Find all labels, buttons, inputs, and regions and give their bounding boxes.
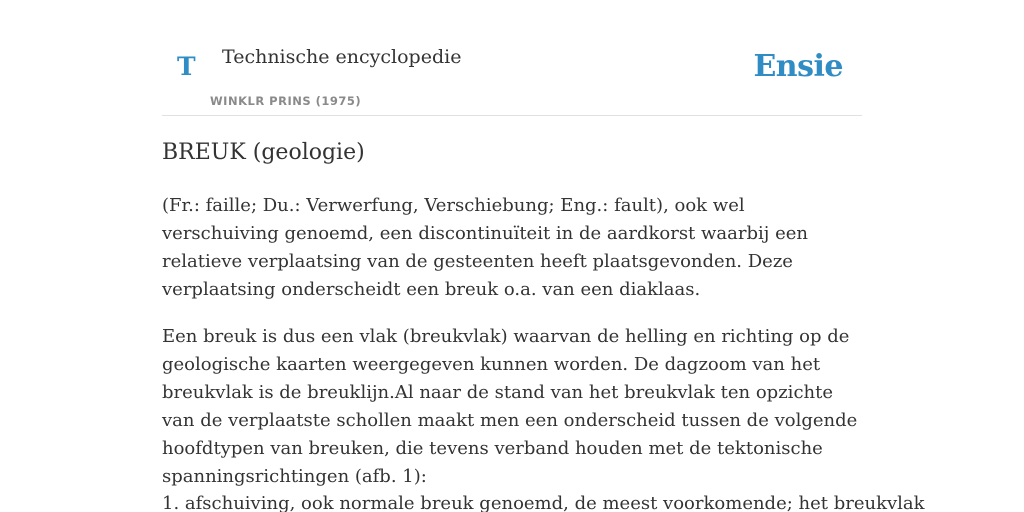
page-header — [162, 0, 862, 116]
entry-paragraph-1: (Fr.: faille; Du.: Verwerfung, Verschiebung; Eng.: fault), ook wel verschuiving genoemd, een discontinuïteit in de aardkorst waarbij een relatieve verplaatsing van de gesteenten heeft plaatsgevonden. Deze verplaatsing onderscheidt een breuk o.a. van een diaklaas. — [162, 195, 808, 300]
book-subtitle: WINKLR PRINS (1975) — [210, 94, 362, 108]
book-logo-icon[interactable]: T — [177, 52, 196, 81]
entry-title: BREUK (geologie) — [162, 140, 365, 165]
entry-paragraph-3: 1. afschuiving, ook normale breuk genoemd, de meest voorkomende; het breukvlak — [162, 493, 925, 512]
article-container — [162, 0, 925, 512]
ensie-logo-link[interactable]: Ensie — [753, 49, 843, 84]
entry-paragraph-2: Een breuk is dus een vlak (breukvlak) waarvan de helling en richting op de geologische kaarten weergegeven kunnen worden. De dagzoom van het breukvlak is de breuklijn.Al naar de stand van het breukvlak ten opzichte van de verplaatste schollen maakt men een onderscheid tussen de volgende hoofdtypen van breuken, die tevens verband houden met de tektonische spanningsrichtingen (afb. 1): — [162, 326, 858, 487]
book-title-link[interactable]: Technische encyclopedie — [222, 46, 462, 68]
